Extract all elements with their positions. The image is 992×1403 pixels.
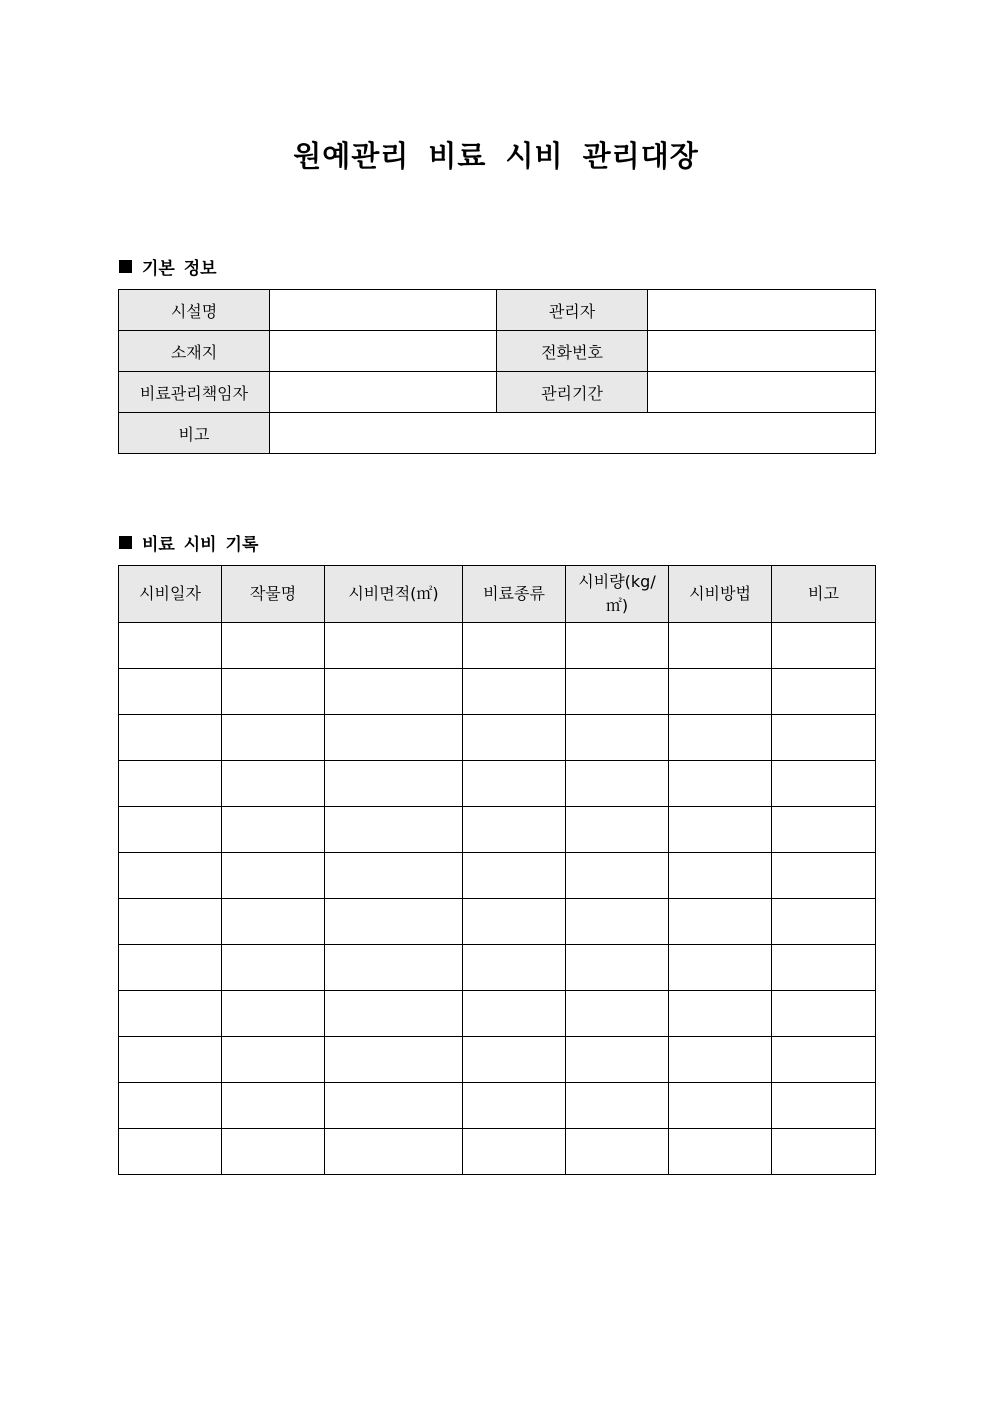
- fertilizer-manager-field[interactable]: [270, 372, 497, 413]
- table-row: [119, 1037, 876, 1083]
- table-row: [119, 623, 876, 669]
- record-cell[interactable]: [566, 1037, 669, 1083]
- record-cell[interactable]: [772, 1129, 876, 1175]
- record-cell[interactable]: [669, 669, 772, 715]
- record-cell[interactable]: [119, 761, 222, 807]
- basic-info-table: [118, 289, 876, 454]
- field-label: 비고: [119, 413, 270, 454]
- record-cell[interactable]: [119, 1129, 222, 1175]
- record-cell[interactable]: [463, 715, 566, 761]
- record-cell[interactable]: [222, 899, 325, 945]
- record-cell[interactable]: [566, 715, 669, 761]
- record-cell[interactable]: [669, 1037, 772, 1083]
- record-cell[interactable]: [222, 1083, 325, 1129]
- record-cell[interactable]: [463, 945, 566, 991]
- record-cell[interactable]: [566, 853, 669, 899]
- column-header: 비료종류: [463, 566, 566, 623]
- table-row: [119, 290, 876, 331]
- record-cell[interactable]: [119, 715, 222, 761]
- record-cell[interactable]: [325, 669, 463, 715]
- record-cell[interactable]: [222, 1129, 325, 1175]
- record-cell[interactable]: [325, 761, 463, 807]
- record-cell[interactable]: [772, 899, 876, 945]
- square-bullet-icon: [119, 260, 132, 273]
- field-label: 관리기간: [497, 372, 648, 413]
- record-cell[interactable]: [566, 991, 669, 1037]
- record-cell[interactable]: [669, 761, 772, 807]
- record-cell[interactable]: [119, 1037, 222, 1083]
- record-cell[interactable]: [772, 1037, 876, 1083]
- remarks-field[interactable]: [270, 413, 876, 454]
- record-cell[interactable]: [772, 1083, 876, 1129]
- record-cell[interactable]: [772, 669, 876, 715]
- record-cell[interactable]: [566, 899, 669, 945]
- column-header: 작물명: [222, 566, 325, 623]
- record-cell[interactable]: [325, 991, 463, 1037]
- record-cell[interactable]: [222, 945, 325, 991]
- table-row: [119, 413, 876, 454]
- section-heading-records: [119, 530, 258, 555]
- record-cell[interactable]: [222, 991, 325, 1037]
- table-row: [119, 715, 876, 761]
- record-cell[interactable]: [222, 761, 325, 807]
- record-cell[interactable]: [222, 853, 325, 899]
- record-cell[interactable]: [463, 1037, 566, 1083]
- management-period-field[interactable]: [648, 372, 876, 413]
- record-cell[interactable]: [325, 715, 463, 761]
- manager-field[interactable]: [648, 290, 876, 331]
- record-cell[interactable]: [119, 1083, 222, 1129]
- field-label: 관리자: [497, 290, 648, 331]
- record-cell[interactable]: [772, 991, 876, 1037]
- record-cell[interactable]: [463, 1129, 566, 1175]
- record-cell[interactable]: [772, 761, 876, 807]
- record-cell[interactable]: [463, 991, 566, 1037]
- column-header: 시비면적(㎡): [325, 566, 463, 623]
- section-heading-label: 비료 시비 기록: [142, 535, 259, 555]
- table-row: [119, 853, 876, 899]
- record-cell[interactable]: [566, 945, 669, 991]
- record-cell[interactable]: [463, 1083, 566, 1129]
- square-bullet-icon: [119, 536, 132, 549]
- record-cell[interactable]: [566, 1083, 669, 1129]
- record-cell[interactable]: [325, 807, 463, 853]
- section-heading-basic-info: [119, 254, 217, 279]
- record-cell[interactable]: [669, 1129, 772, 1175]
- record-cell[interactable]: [463, 807, 566, 853]
- field-label: 전화번호: [497, 331, 648, 372]
- table-row: [119, 331, 876, 372]
- column-header: 비고: [772, 566, 876, 623]
- record-cell[interactable]: [772, 807, 876, 853]
- record-cell[interactable]: [222, 1037, 325, 1083]
- record-cell[interactable]: [222, 715, 325, 761]
- phone-field[interactable]: [648, 331, 876, 372]
- record-cell[interactable]: [772, 715, 876, 761]
- record-cell[interactable]: [772, 945, 876, 991]
- table-row: [119, 761, 876, 807]
- record-cell[interactable]: [566, 669, 669, 715]
- table-row: [119, 991, 876, 1037]
- record-cell[interactable]: [325, 945, 463, 991]
- table-row: [119, 899, 876, 945]
- record-cell[interactable]: [325, 1083, 463, 1129]
- record-cell[interactable]: [772, 853, 876, 899]
- record-cell[interactable]: [566, 761, 669, 807]
- column-header: 시비량(kg/㎡): [566, 566, 669, 623]
- record-cell[interactable]: [119, 853, 222, 899]
- record-cell[interactable]: [325, 853, 463, 899]
- record-cell[interactable]: [669, 807, 772, 853]
- field-label: 소재지: [119, 331, 270, 372]
- record-cell[interactable]: [463, 669, 566, 715]
- column-header: 시비일자: [119, 566, 222, 623]
- record-cell[interactable]: [772, 623, 876, 669]
- record-cell[interactable]: [669, 991, 772, 1037]
- record-cell[interactable]: [119, 991, 222, 1037]
- table-row: [119, 372, 876, 413]
- record-cell[interactable]: [463, 853, 566, 899]
- record-cell[interactable]: [463, 899, 566, 945]
- table-row: [119, 1083, 876, 1129]
- record-cell[interactable]: [222, 807, 325, 853]
- field-label: 비료관리책임자: [119, 372, 270, 413]
- column-header: 시비방법: [669, 566, 772, 623]
- record-cell[interactable]: [325, 623, 463, 669]
- record-cell[interactable]: [119, 807, 222, 853]
- record-cell[interactable]: [669, 1083, 772, 1129]
- field-label: 시설명: [119, 290, 270, 331]
- record-cell[interactable]: [119, 623, 222, 669]
- section-heading-label: 기본 정보: [142, 259, 217, 279]
- table-header-row: [119, 566, 876, 623]
- record-cell[interactable]: [669, 899, 772, 945]
- record-cell[interactable]: [325, 1129, 463, 1175]
- table-row: [119, 807, 876, 853]
- record-cell[interactable]: [325, 1037, 463, 1083]
- record-cell[interactable]: [222, 623, 325, 669]
- record-cell[interactable]: [669, 715, 772, 761]
- record-cell[interactable]: [119, 945, 222, 991]
- location-field[interactable]: [270, 331, 497, 372]
- record-cell[interactable]: [119, 669, 222, 715]
- record-cell[interactable]: [669, 945, 772, 991]
- document-title: 원예관리 비료 시비 관리대장: [293, 139, 699, 173]
- facility-name-field[interactable]: [270, 290, 497, 331]
- record-cell[interactable]: [566, 1129, 669, 1175]
- record-cell[interactable]: [566, 807, 669, 853]
- table-row: [119, 1129, 876, 1175]
- record-cell[interactable]: [463, 761, 566, 807]
- record-cell[interactable]: [566, 623, 669, 669]
- record-cell[interactable]: [222, 669, 325, 715]
- record-cell[interactable]: [325, 899, 463, 945]
- table-row: [119, 945, 876, 991]
- record-cell[interactable]: [669, 623, 772, 669]
- table-row: [119, 669, 876, 715]
- record-cell[interactable]: [119, 899, 222, 945]
- record-cell[interactable]: [463, 623, 566, 669]
- record-cell[interactable]: [669, 853, 772, 899]
- fertilizer-records-table: [118, 565, 876, 1175]
